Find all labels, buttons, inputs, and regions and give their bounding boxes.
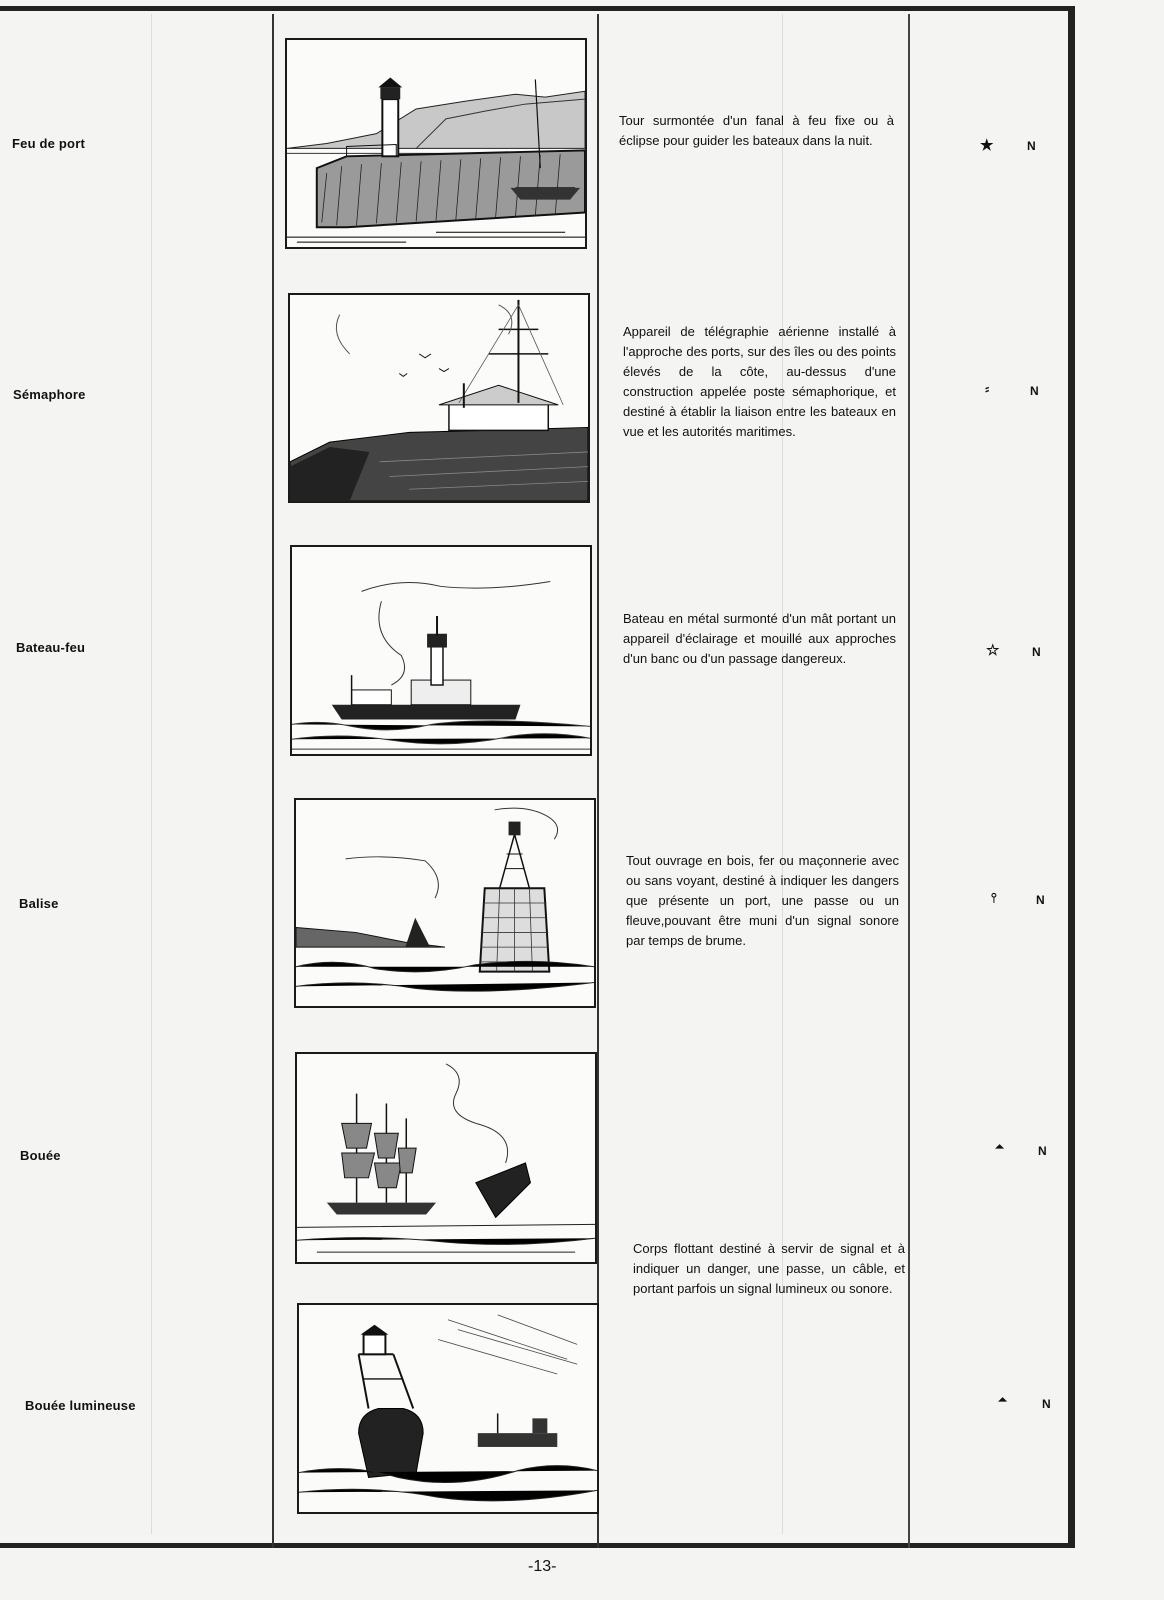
category-mark: N bbox=[1036, 893, 1045, 907]
column-rule bbox=[908, 14, 910, 1548]
page-number: -13- bbox=[528, 1558, 557, 1575]
beacon-symbol-icon: ⫯ bbox=[991, 890, 997, 905]
term-semaphore: Sémaphore bbox=[13, 387, 86, 402]
lightship-symbol-icon: ☆ bbox=[986, 642, 1000, 659]
lighted-buoy-illustration bbox=[297, 1303, 599, 1514]
term-bouee-lumineuse: Bouée lumineuse bbox=[25, 1398, 136, 1413]
lightship-illustration bbox=[290, 545, 592, 756]
description-bateau-feu: Bateau en métal surmonté d'un mât portant un appareil d'éclairage et mouillé aux approches d'un banc ou d'un passage dangereux. bbox=[623, 611, 896, 666]
buoy-symbol-icon: ⏶ bbox=[995, 1141, 1004, 1153]
column-rule bbox=[272, 14, 274, 1548]
description-feu-de-port: Tour surmontée d'un fanal à feu fixe ou à éclipse pour guider les bateaux dans la nuit. bbox=[619, 113, 894, 148]
category-mark: N bbox=[1027, 139, 1036, 153]
term-balise: Balise bbox=[19, 896, 59, 911]
category-mark: N bbox=[1030, 384, 1039, 398]
category-mark: N bbox=[1038, 1144, 1047, 1158]
lighthouse-pier-illustration bbox=[285, 38, 587, 249]
lighted-buoy-symbol-icon: ⏶ bbox=[998, 1394, 1007, 1406]
term-feu-de-port: Feu de port bbox=[12, 136, 85, 151]
description-balise: Tout ouvrage en bois, fer ou maçonnerie avec ou sans voyant, destiné à indiquer les dangers que présente un port, une passe ou un fleuve,pouvant être muni d'un signal sonore par temps de brume. bbox=[626, 853, 899, 948]
semaphore-symbol-icon: ⸗ bbox=[985, 381, 990, 396]
column-rule bbox=[782, 14, 783, 1534]
semaphore-station-illustration bbox=[288, 293, 590, 503]
buoy-sailing-ships-illustration bbox=[295, 1052, 597, 1264]
term-bateau-feu: Bateau-feu bbox=[16, 640, 86, 655]
term-bouee: Bouée bbox=[20, 1148, 61, 1163]
description-bouee: Corps flottant destiné à servir de signal et à indiquer un danger, une passe, un câble, et portant parfois un signal lumineux ou sonore. bbox=[633, 1241, 905, 1296]
description-semaphore: Appareil de télégraphie aérienne installé à l'approche des ports, sur des îles ou des points élevés de la côte, au-dessus d'une construction appelée poste sémaphorique, et destiné à établir la liaison entre les bateaux en vue et les autorités maritimes. bbox=[623, 324, 896, 439]
column-rule bbox=[151, 14, 152, 1534]
lighthouse-symbol-icon: ★ bbox=[980, 137, 994, 154]
category-mark: N bbox=[1032, 645, 1041, 659]
beacon-tower-illustration bbox=[294, 798, 596, 1008]
category-mark: N bbox=[1042, 1397, 1051, 1411]
